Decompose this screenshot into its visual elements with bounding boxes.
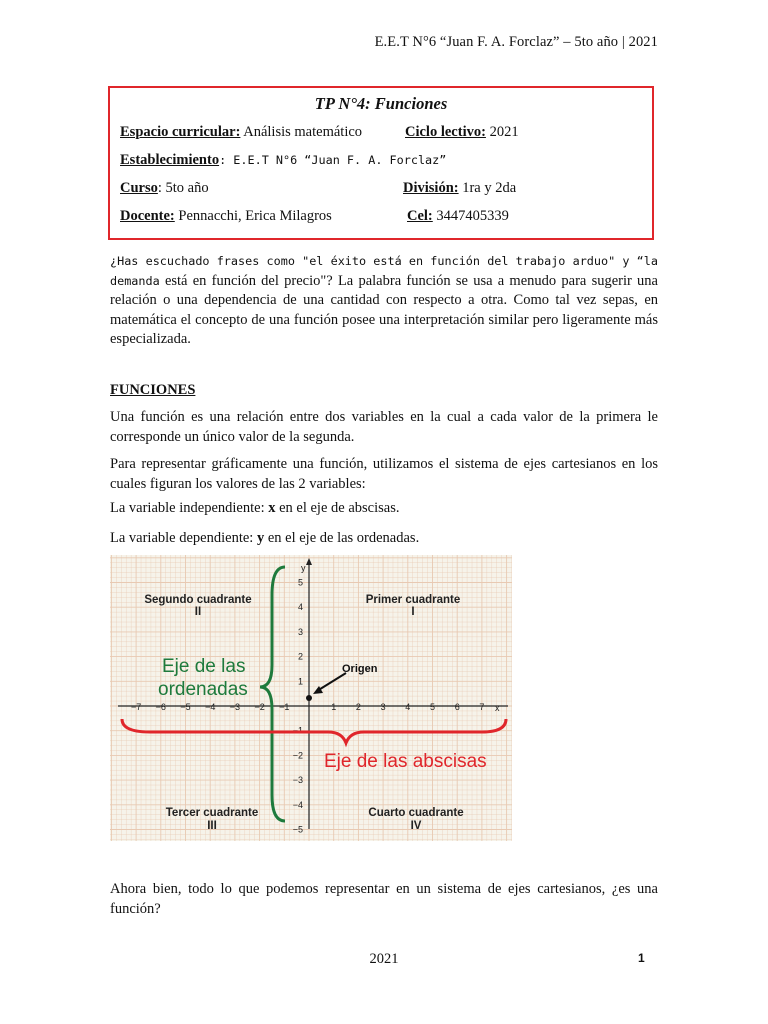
x-tick-label: 7 <box>479 702 485 712</box>
info-box <box>108 86 654 240</box>
q1-numeral: I <box>411 606 415 618</box>
y-tick-label: −2 <box>292 750 303 761</box>
curso-label: Curso <box>120 180 158 196</box>
x-tick-label: −1 <box>279 702 290 712</box>
q4-title: Cuarto cuadrante <box>368 807 464 819</box>
page-header <box>375 34 658 51</box>
espacio-label: Espacio curricular: <box>120 124 241 140</box>
ciclo-value: 2021 <box>489 124 519 140</box>
x-tick-label: 2 <box>355 702 361 712</box>
docente-label: Docente: <box>120 208 175 224</box>
q2-title: Segundo cuadrante <box>144 594 252 606</box>
row-espacio <box>120 124 642 144</box>
independent-variable-line <box>110 499 658 519</box>
division-group <box>403 180 516 197</box>
dependent-var: y <box>256 530 265 546</box>
header-text: E.E.T N°6 “Juan F. A. Forclaz” – 5to año | 2021 <box>374 34 658 50</box>
y-tick-label: 4 <box>297 602 303 613</box>
page-number: 1 <box>638 951 645 965</box>
y-tick-label: −1 <box>292 725 303 736</box>
ciclo-label: Ciclo lectivo: <box>405 124 486 140</box>
x-tick-label: −7 <box>130 702 142 712</box>
y-axis-letter: y <box>301 563 306 573</box>
row-curso <box>120 180 642 200</box>
espacio-value: Análisis matemático <box>243 124 363 140</box>
establecimiento-value: : E.E.T N°6 “Juan F. A. Forclaz” <box>219 153 447 167</box>
x-tick-label: −4 <box>205 702 216 712</box>
question-paragraph: Ahora bien, todo lo que podemos representar en un sistema de ejes cartesianos, ¿es una función? <box>110 881 658 917</box>
independent-pre: La variable independiente: <box>110 500 269 516</box>
x-tick-label: 5 <box>429 702 436 712</box>
establecimiento-label: Establecimiento <box>120 152 220 168</box>
curso-value: : 5to año <box>157 180 209 196</box>
docente-value: Pennacchi, Erica Milagros <box>178 208 332 224</box>
x-axis-letter: x <box>495 703 500 713</box>
y-tick-label: 1 <box>297 676 303 687</box>
definition-paragraph: Una función es una relación entre dos variables en la cual a cada valor de la primera le corresponde un único valor de la segunda. <box>110 409 658 445</box>
x-tick-label: 1 <box>331 702 337 712</box>
y-tick-label: −4 <box>292 799 303 810</box>
x-tick-label: −3 <box>229 702 241 712</box>
dependent-post: en el eje de las ordenadas. <box>264 530 420 546</box>
cel-label: Cel: <box>407 208 433 224</box>
footer-year: 2021 <box>369 951 399 967</box>
q4-numeral: IV <box>410 820 422 832</box>
ordinate-label-line2: ordenadas <box>158 679 248 700</box>
y-tick-label: −3 <box>292 775 303 786</box>
intro-mono-text: ¿Has escuchado frases como "el éxito está en función del trabajo arduo" y “la demanda <box>110 254 658 288</box>
x-tick-label: 4 <box>405 702 411 712</box>
y-tick-label: 2 <box>297 651 303 662</box>
y-tick-label: −5 <box>292 824 303 835</box>
row-docente <box>120 208 642 228</box>
tp-title: TP N°4: Funciones <box>314 94 448 113</box>
y-tick-label: 3 <box>297 626 303 637</box>
x-tick-label: −2 <box>254 702 265 712</box>
q1-title: Primer cuadrante <box>365 594 461 606</box>
origin-label: Origen <box>342 663 378 675</box>
independent-var: x <box>268 500 276 516</box>
cartesian-plane-figure <box>110 555 512 841</box>
cel-value: 3447405339 <box>436 208 509 224</box>
x-tick-label: −6 <box>155 702 166 712</box>
q3-numeral: III <box>207 820 217 832</box>
cel-group <box>407 208 509 225</box>
representation-paragraph: Para representar gráficamente una función, utilizamos el sistema de ejes cartesianos en los cuales figuran los valores de las 2 variables: <box>110 456 658 492</box>
row-establecimiento <box>120 152 642 172</box>
x-tick-label: −5 <box>180 702 191 712</box>
dependent-pre: La variable dependiente: <box>110 530 257 546</box>
y-tick-label: 5 <box>297 577 303 588</box>
intro-rest-text: está en función del precio"? La palabra función se usa a menudo para sugerir una relación o una dependencia de una cantidad con respecto a otra. Como tal vez sepas, en matemática el concepto de una función posee una interpretación similar pero ligeramente más especializada. <box>110 272 658 347</box>
x-tick-label: 6 <box>454 702 460 712</box>
origin-dot <box>306 695 312 701</box>
division-value: 1ra y 2da <box>462 180 517 196</box>
abscissa-label: Eje de las abscisas <box>324 751 487 772</box>
ordinate-label-line1: Eje de las <box>162 656 246 677</box>
dependent-variable-line <box>110 529 658 549</box>
q2-numeral: II <box>194 606 202 618</box>
section-heading: FUNCIONES <box>110 382 196 398</box>
ciclo-group <box>405 124 519 141</box>
q3-title: Tercer cuadrante <box>165 807 259 819</box>
division-label: División: <box>403 180 459 196</box>
intro-paragraph <box>110 252 658 350</box>
x-tick-label: 3 <box>380 702 386 712</box>
independent-post: en el eje de abscisas. <box>275 500 400 516</box>
